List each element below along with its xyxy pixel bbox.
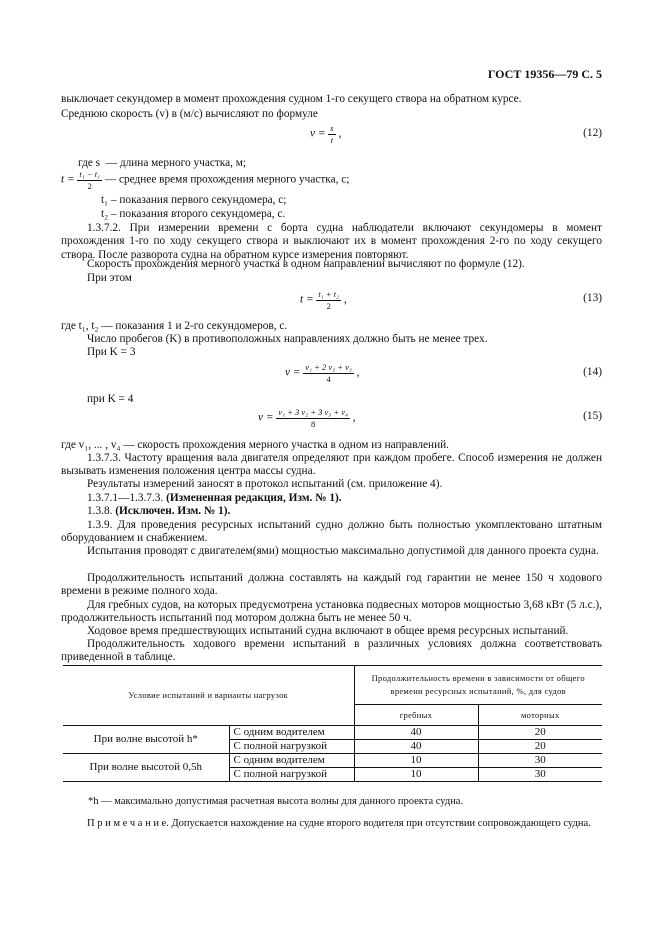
note: П р и м е ч а н и е. Допускается нахождение на судне второго водителя при отсутствии сопровождающего судна. [87,818,591,829]
para-etom: При этом [87,272,132,284]
table-footnote: *h — максимально допустимая расчетная высота волны для данного проекта судна. [88,796,464,807]
where-t2: t₂ – показания второго секундомера, с. [101,208,286,220]
formula-15: v = $\frac{\text{v₁ + 3 v₂ + 3 v₃ + v₄}}{8}$ , [258,407,356,429]
para-table-ref: Продолжительность ходового времени испытаний в различных условиях должна соответствовать приведенной в таблице. [61,638,602,664]
para-engine: Испытания проводят с двигателем(ями) мощностью максимально допустимой для данного проекта судна. [87,545,599,557]
formula-14: v = $\frac{\text{v₁ + 2 v₂ + v₃}}{4}$ , [285,362,360,384]
para-speed-formula-ref: Скорость прохождения мерного участка в одном направлении вычисляют по формуле (12). [87,258,525,270]
formula-12-number: (12) [583,127,602,139]
para-1-3-9: 1.3.9. Для проведения ресурсных испытаний судно должно быть полностью укомплектовано штатным оборудованием и снабжением. [61,519,602,545]
para-1-3-7-2: 1.3.7.2. При измерении времени с борта судна наблюдатели включают секундомеры в момент прохождения 1-го по ходу секущего створа и выключают их в момент прохождения 2-го по ходу секущего створа. После разворота судна на обратном курсе измерения повторяют. [61,222,602,261]
para-results: Результаты измерений заносят в протокол испытаний (см. приложение 4). [87,478,443,490]
table-row: С полной нагрузкой 10 30 [63,767,602,781]
formula-14-number: (14) [583,366,602,378]
para-avg-speed: Среднюю скорость (v) в (м/с) вычисляют по формуле [61,108,318,120]
formula-13: t = $\frac{\text{t₁ + t₂}}{2}$ , [300,289,347,311]
where-s: где s — длина мерного участка, м; [78,157,247,169]
para-duration: Продолжительность испытаний должна составлять на каждый год гарантии не менее 150 ч ходового времени в режиме полного хода. [61,572,602,598]
table-row: При волне высотой h* С одним водителем 40 20 [63,726,602,740]
para-k3: При K = 3 [87,346,136,358]
formula-13-number: (13) [583,292,602,304]
para-running-time: Ходовое время предшествующих испытаний судна включают в общее время ресурсных испытаний. [87,625,569,637]
table-row: С полной нагрузкой 40 20 [63,739,602,753]
where-15: где v₁, ... , v₄ — скорость прохождения мерного участка в одном из направлений. [61,439,449,451]
header-rowing: гребных [354,705,478,726]
para-continuation: выключает секундомер в момент прохождения судном 1-го секущего створа на обратном курсе. [61,93,522,105]
test-conditions-table [63,665,602,782]
where-t: t = $\frac{\text{t₁ − t₁}}{2}$ — среднее время прохождения мерного участка, с; [61,169,350,191]
para-1-3-7-3: 1.3.7.3. Частоту вращения вала двигателя определяют при каждом пробеге. Способ измерения не должен вызывать изменения положения центра массы судна. [61,452,602,478]
page-header: ГОСТ 19356—79 С. 5 [487,67,602,81]
formula-12: v = $\frac{s}{t}$ , [310,123,342,145]
where-t1: t₁ – показания первого секундомера, с; [101,194,287,206]
header-motor: моторных [478,705,602,726]
cond-cell: При волне высотой 0,5h [63,753,229,781]
para-excluded: 1.3.8. (Исключен. Изм. № 1). [87,505,231,517]
where-13: где t₁, t₂ — показания 1 и 2-го секундомеров, с. [61,320,288,332]
header-condition: Условие испытаний и варианты нагрузок [63,666,354,726]
table-row: При волне высотой 0,5h С одним водителем 10 30 [63,753,602,767]
para-k4: при K = 4 [87,393,134,405]
header-duration: Продолжительность времени в зависимости от общего времени ресурсных испытаний, %, для судов [354,666,602,705]
para-rowing: Для гребных судов, на которых предусмотрена установка подвесных моторов мощностью 3,68 кВт (5 л.с.), продолжительность испытаний под мотором должна быть не менее 50 ч. [61,599,602,625]
para-edit: 1.3.7.1—1.3.7.3. (Измененная редакция, Изм. № 1). [87,492,342,504]
formula-15-number: (15) [583,410,602,422]
para-runs: Число пробегов (K) в противоположных направлениях должно быть не менее трех. [87,333,488,345]
cond-cell: При волне высотой h* [63,726,229,754]
